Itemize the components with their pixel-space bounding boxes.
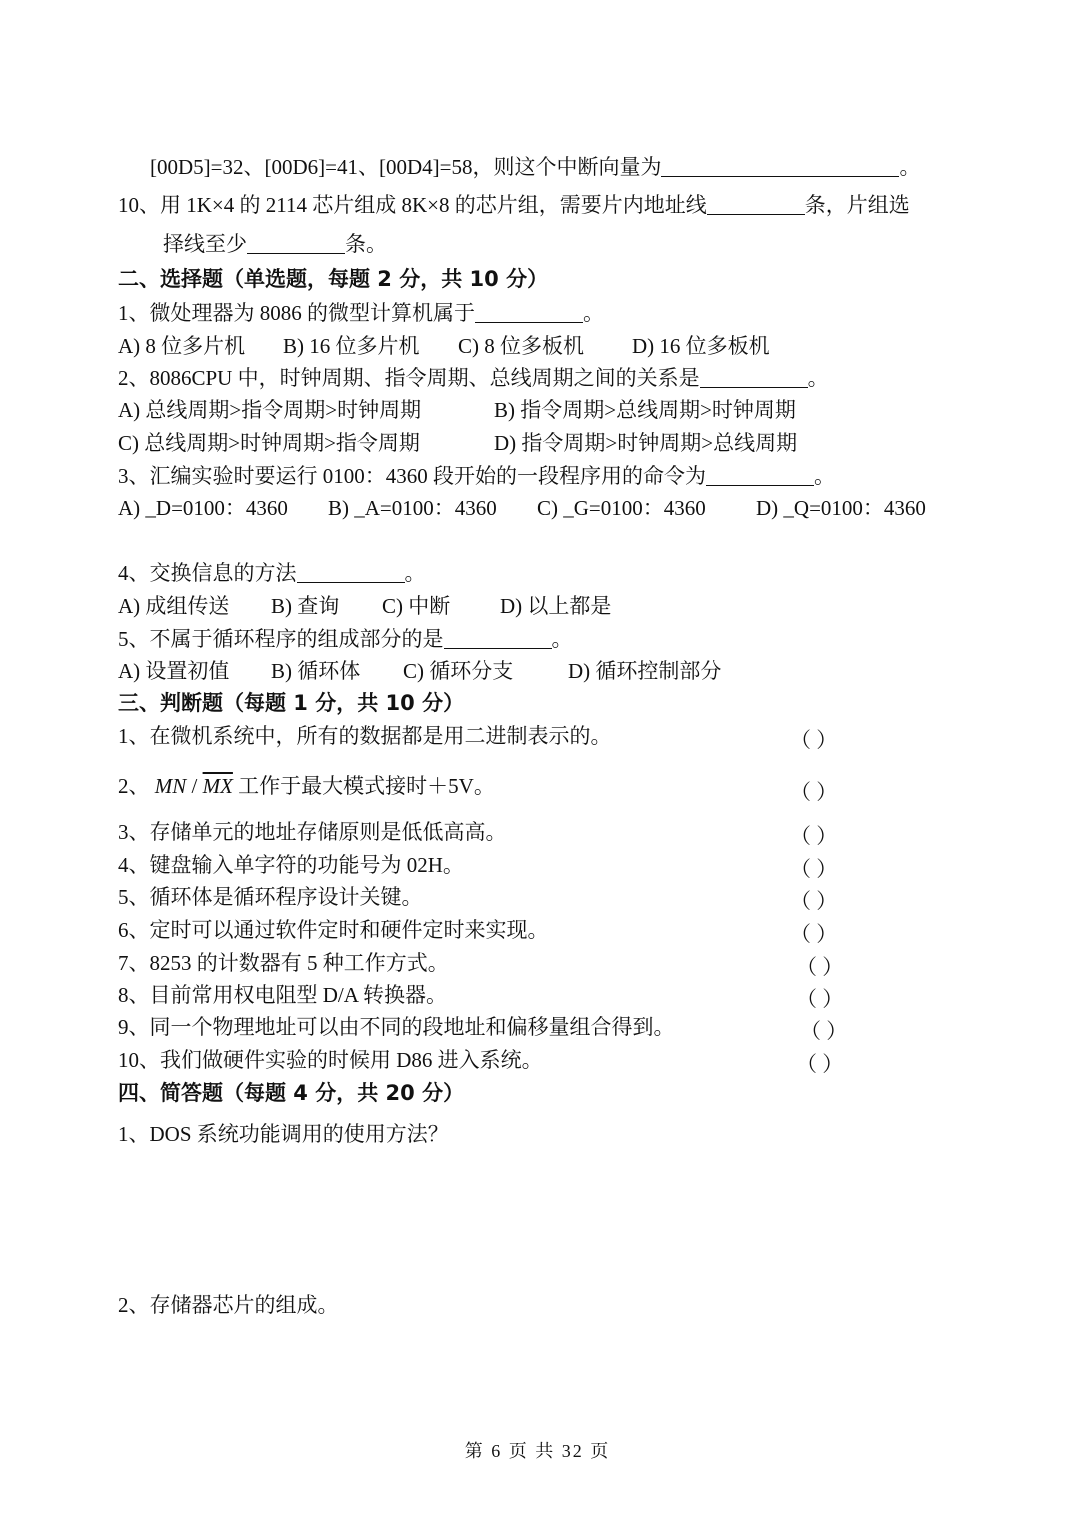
answer-blank[interactable] (706, 485, 814, 486)
section-title-choice: 二、选择题（单选题，每题 2 分，共 10 分） (118, 267, 549, 291)
slash: / (186, 774, 203, 798)
q10-text: 10、用 1K×4 的 2114 芯片组成 8K×8 的芯片组，需要片内地址线 (118, 193, 707, 217)
choice-q4 (118, 561, 426, 586)
answer-paren[interactable]: （ ） (790, 728, 838, 752)
option-b[interactable]: B) 查询 (271, 594, 340, 618)
judge-item-4: 4、键盘输入单字符的功能号为 02H。 (118, 853, 464, 877)
question-end: 。 (807, 366, 829, 390)
option-a[interactable]: A) 成组传送 (118, 594, 230, 618)
q10-line1 (118, 193, 910, 218)
option-c[interactable]: C) _G=0100：4360 (537, 496, 706, 520)
answer-paren[interactable]: （ ） (790, 857, 838, 881)
option-b[interactable]: B) 指令周期>总线周期>时钟周期 (494, 398, 796, 422)
judge-item-8: 8、目前常用权电阻型 D/A 转换器。 (118, 983, 448, 1007)
q9-end: 。 (899, 155, 921, 179)
option-d[interactable]: D) 以上都是 (500, 594, 612, 618)
option-d[interactable]: D) 16 位多板机 (632, 334, 770, 358)
short-answer-q1: 1、DOS 系统功能调用的使用方法？ (118, 1122, 449, 1146)
question-text: 4、交换信息的方法 (118, 561, 297, 585)
answer-paren[interactable]: （ ） (796, 955, 844, 979)
judge-item-6: 6、定时可以通过软件定时和硬件定时来实现。 (118, 918, 549, 942)
q10-end2: 条。 (345, 232, 387, 256)
answer-blank[interactable] (444, 648, 552, 649)
item-text: 工作于最大模式接时＋5V。 (232, 774, 495, 798)
answer-paren[interactable]: （ ） (796, 1052, 844, 1076)
answer-paren[interactable]: （ ） (790, 922, 838, 946)
judge-item-5: 5、循环体是循环程序设计关键。 (118, 885, 423, 909)
option-d[interactable]: D) _Q=0100：4360 (756, 496, 926, 520)
option-b[interactable]: B) _A=0100：4360 (328, 496, 497, 520)
option-b[interactable]: B) 循环体 (271, 659, 361, 683)
question-end: 。 (814, 464, 835, 488)
answer-blank[interactable] (707, 214, 805, 215)
answer-paren[interactable]: （ ） (790, 889, 838, 913)
answer-blank[interactable] (661, 176, 899, 177)
choice-q2-options-row2 (118, 431, 797, 456)
answer-paren[interactable]: （ ） (790, 824, 838, 848)
question-end: 。 (404, 561, 426, 585)
answer-paren[interactable]: （ ） (790, 780, 838, 804)
mn-mx-signal (155, 774, 233, 799)
q10-line2 (163, 232, 387, 257)
option-c[interactable]: C) 总线周期>时钟周期>指令周期 (118, 431, 420, 455)
choice-q3 (118, 464, 835, 489)
question-text: 3、汇编实验时要运行 0100：4360 段开始的一段程序用的命令为 (118, 464, 706, 488)
answer-blank[interactable] (700, 387, 808, 388)
answer-blank[interactable] (247, 253, 345, 254)
choice-q3-options (118, 496, 926, 521)
page-footer: 第 6 页 共 32 页 (464, 1441, 611, 1461)
option-a[interactable]: A) 总线周期>指令周期>时钟周期 (118, 398, 422, 422)
option-d[interactable]: D) 指令周期>时钟周期>总线周期 (494, 431, 798, 455)
choice-q4-options (118, 594, 611, 619)
question-end: 。 (551, 627, 573, 651)
judge-item-1: 1、在微机系统中，所有的数据都是用二进制表示的。 (118, 724, 612, 748)
section-title-short-answer: 四、简答题（每题 4 分，共 20 分） (118, 1081, 465, 1105)
choice-q2 (118, 366, 829, 391)
choice-q5 (118, 627, 573, 652)
option-b[interactable]: B) 16 位多片机 (283, 334, 420, 358)
option-c[interactable]: C) 中断 (382, 594, 451, 618)
answer-blank[interactable] (297, 582, 405, 583)
judge-item-7: 7、8253 的计数器有 5 种工作方式。 (118, 951, 449, 975)
question-end: 。 (583, 301, 604, 325)
mx-label: $\overline{MX}$ (202, 774, 233, 798)
answer-paren[interactable]: （ ） (800, 1019, 848, 1043)
option-d[interactable]: D) 循环控制部分 (568, 659, 722, 683)
choice-q1-options (118, 334, 770, 359)
judge-item-9: 9、同一个物理地址可以由不同的段地址和偏移量组合得到。 (118, 1015, 675, 1039)
q9-text: [00D5]=32、[00D6]=41、[00D4]=58，则这个中断向量为 (150, 155, 662, 179)
short-answer-q2: 2、存储器芯片的组成。 (118, 1293, 339, 1317)
answer-blank[interactable] (475, 322, 583, 323)
option-c[interactable]: C) 循环分支 (403, 659, 514, 683)
judge-item-10: 10、我们做硬件实验的时候用 D86 进入系统。 (118, 1048, 543, 1072)
item-number: 2、 (118, 774, 150, 798)
question-text: 1、微处理器为 8086 的微型计算机属于 (118, 301, 475, 325)
option-a[interactable]: A) _D=0100：4360 (118, 496, 288, 520)
option-a[interactable]: A) 8 位多片机 (118, 334, 246, 358)
q10-end1: 条，片组选 (804, 193, 910, 217)
q10-text2: 择线至少 (163, 232, 247, 256)
answer-paren[interactable]: （ ） (796, 987, 844, 1011)
choice-q1 (118, 301, 604, 326)
question-text: 2、8086CPU 中，时钟周期、指令周期、总线周期之间的关系是 (118, 366, 700, 390)
question-text: 5、不属于循环程序的组成部分的是 (118, 627, 444, 651)
mn-label: MN (154, 774, 187, 798)
judge-item-2 (118, 774, 495, 799)
choice-q5-options (118, 659, 721, 684)
q9-continuation (150, 155, 920, 180)
option-a[interactable]: A) 设置初值 (118, 659, 230, 683)
section-title-judge: 三、判断题（每题 1 分，共 10 分） (118, 691, 465, 715)
judge-item-3: 3、存储单元的地址存储原则是低低高高。 (118, 820, 507, 844)
choice-q2-options-row1 (118, 398, 796, 423)
option-c[interactable]: C) 8 位多板机 (458, 334, 584, 358)
